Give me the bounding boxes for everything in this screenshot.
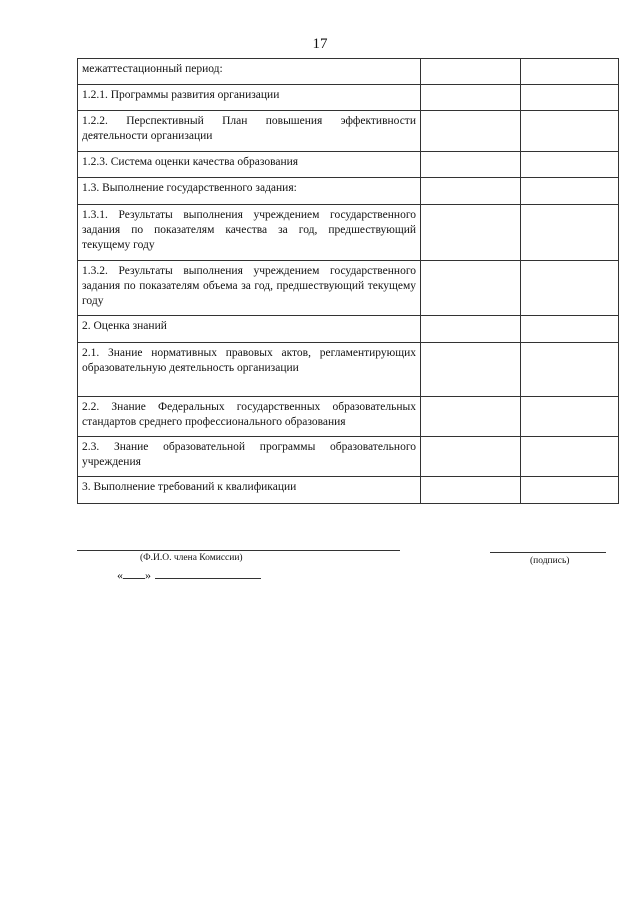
score-cell — [421, 343, 521, 397]
table-row — [78, 59, 619, 85]
score-cell — [521, 152, 619, 178]
score-cell — [521, 85, 619, 111]
score-cell — [421, 111, 521, 152]
criterion-cell: 1.2.1. Программы развития организации — [78, 85, 421, 111]
month-year-blank — [155, 567, 261, 579]
table-row — [78, 152, 619, 178]
criterion-cell: межаттестационный период: — [78, 59, 421, 85]
score-cell — [421, 59, 521, 85]
name-caption: (Ф.И.О. члена Комиссии) — [140, 553, 243, 563]
score-cell — [421, 261, 521, 316]
score-cell — [521, 343, 619, 397]
evaluation-table — [77, 58, 619, 504]
page-number: 17 — [312, 36, 328, 52]
score-cell — [521, 111, 619, 152]
score-cell — [421, 397, 521, 437]
table-row — [78, 316, 619, 343]
score-cell — [421, 152, 521, 178]
score-cell — [421, 477, 521, 504]
criterion-cell: 2. Оценка знаний — [78, 316, 421, 343]
table-row — [78, 261, 619, 316]
date-close-quote: » — [145, 568, 151, 582]
signature-line — [490, 552, 606, 553]
table-row — [78, 397, 619, 437]
table-row — [78, 343, 619, 397]
criterion-cell: 2.2. Знание Федеральных государственных образовательных стандартов среднего профессионального образования — [78, 397, 421, 437]
table-row — [78, 111, 619, 152]
criterion-cell: 2.1. Знание нормативных правовых актов, регламентирующих образовательную деятельность организации — [78, 343, 421, 397]
criterion-cell: 1.2.2. Перспективный План повышения эффективности деятельности организации — [78, 111, 421, 152]
criterion-cell: 2.3. Знание образовательной программы образовательного учреждения — [78, 437, 421, 477]
date-open-quote: « — [117, 568, 123, 582]
score-cell — [521, 59, 619, 85]
score-cell — [421, 178, 521, 205]
score-cell — [521, 437, 619, 477]
name-signature-line — [77, 550, 400, 551]
criterion-cell: 1.3. Выполнение государственного задания: — [78, 178, 421, 205]
score-cell — [521, 316, 619, 343]
score-cell — [421, 85, 521, 111]
table-row — [78, 477, 619, 504]
table-row — [78, 437, 619, 477]
table-row — [78, 85, 619, 111]
table-row — [78, 205, 619, 261]
signature-caption: (подпись) — [530, 556, 570, 566]
score-cell — [421, 316, 521, 343]
score-cell — [521, 178, 619, 205]
criterion-cell: 1.3.1. Результаты выполнения учреждением государственного задания по показателям качества за год, предшествующий текущему году — [78, 205, 421, 261]
criterion-cell: 1.2.3. Система оценки качества образования — [78, 152, 421, 178]
score-cell — [421, 437, 521, 477]
table-row — [78, 178, 619, 205]
criterion-cell: 3. Выполнение требований к квалификации — [78, 477, 421, 504]
score-cell — [521, 477, 619, 504]
criterion-cell: 1.3.2. Результаты выполнения учреждением государственного задания по показателям объема за год, предшествующий текущему году — [78, 261, 421, 316]
score-cell — [421, 205, 521, 261]
score-cell — [521, 205, 619, 261]
score-cell — [521, 261, 619, 316]
day-blank — [123, 567, 145, 579]
score-cell — [521, 397, 619, 437]
date-line — [117, 567, 261, 582]
